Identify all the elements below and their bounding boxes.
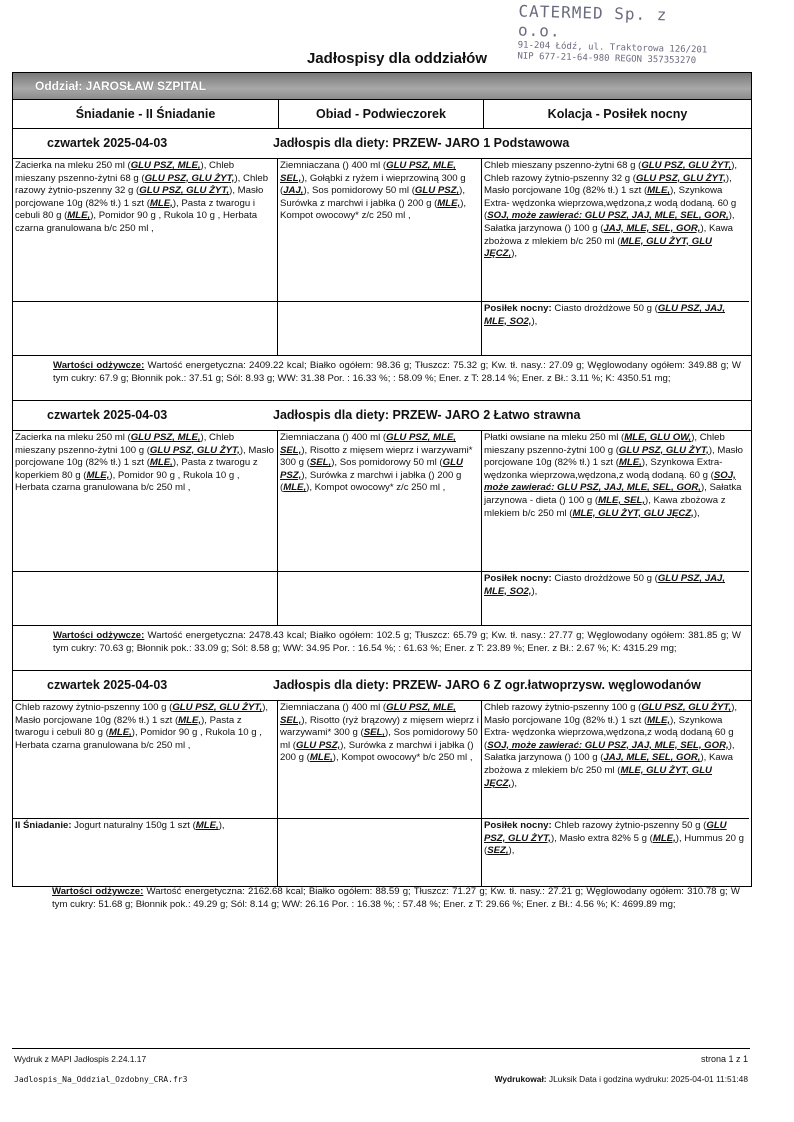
nutrition-summary — [12, 882, 750, 915]
allergen-code: GLU PSZ, GLU ŻYT, — [635, 172, 726, 184]
meal-text: ), Kompot owocowy* z/c 250 ml , — [280, 197, 467, 222]
meal-text: ), — [531, 585, 538, 597]
diet-section — [13, 670, 751, 886]
meal-grid — [13, 700, 751, 886]
meal-text: ), Pomidor 90 g , Rukola 10 g , Herbata czarna granulowana b/c 250 ml , — [15, 210, 258, 234]
meal-text: ), Pasta z twarogu i cebuli 80 g ( — [15, 197, 255, 222]
column-headers — [13, 99, 751, 129]
stamp-line-3: NIP 677-21-64-980 REGON 357353270 — [517, 51, 697, 67]
allergen-code: MLE, — [437, 197, 461, 209]
nutrition-values: Wartość energetyczna: 2162.68 kcal; Białko ogółem: 88.59 g; Tłuszcz: 71.27 g; Kw. tł. nasy.: 27.21 g; Węglowodany ogółem: 310.78 g; W tym cukry: 51.68 g; Błonnik pok.: 49.29 g; Sól: 8.14 g; WW: 26.16 Por. : 16.38 %; : 57.48 %; Ener. z T: 29.66 %; Ener. z Bł.: 4.56 %; K: 4699.89 mg; — [52, 886, 740, 910]
meal-label: Posiłek nocny: — [484, 303, 552, 314]
meal-text: Chleb razowy żytnio-pszenny 50 g ( — [551, 820, 707, 831]
nutrition-summary — [13, 356, 751, 400]
allergen-code: GLU PSZ, GLU ŻYT, — [144, 172, 235, 184]
meal-text: ), Masło porcjowane 10g (82% tł.) 1 szt ( — [15, 185, 264, 209]
meal-text: ), Kompot owocowy* z/c 250 ml , — [306, 482, 446, 494]
diet-section-header — [13, 401, 751, 430]
meal-text: ), Kompot owocowy* b/c 250 ml , — [332, 752, 473, 764]
lunch-cell — [278, 701, 482, 818]
afternoon-snack-cell — [278, 301, 482, 355]
diet-name: Jadłospis dla diety: PRZEW- JARO 6 Z ogr.łatwoprzysw. węglowodanów — [273, 678, 701, 692]
allergen-code: GLU PSZ, — [295, 739, 341, 751]
column-header-supper: Kolacja - Posiłek nocny — [547, 107, 688, 121]
allergen-code: MLE, — [108, 727, 132, 739]
footer-page-number: strona 1 z 1 — [700, 1054, 748, 1064]
footer-printout: Wydruk z MAPI Jadłospis 2.24.1.17 — [14, 1054, 147, 1064]
allergen-code: SEL, — [309, 457, 332, 469]
allergen-code: MLE, — [149, 457, 173, 469]
allergen-code: MLE, — [309, 752, 333, 764]
column-header-breakfast: Śniadanie - II Śniadanie — [13, 100, 279, 128]
allergen-code: GLU PSZ, GLU ŻYT, — [172, 702, 263, 713]
allergen-code: MLE, — [647, 185, 671, 197]
allergen-code: SEL, — [363, 727, 386, 739]
allergen-code: GLU PSZ, JAJ, MLE, SO2, — [484, 303, 726, 327]
column-header-lunch: Obiad - Podwieczorek — [279, 100, 484, 128]
meal-text: ), — [693, 507, 700, 519]
meal-text: ), — [218, 820, 225, 831]
allergen-code: GLU PSZ, GLU ŻYT, — [139, 185, 230, 197]
meal-text: ), — [511, 777, 518, 789]
meal-text: ), Kawa zbożowa z mlekiem b/c 250 ml ( — [484, 752, 734, 776]
diet-section — [13, 400, 751, 626]
meal-label: Posiłek nocny: — [484, 573, 552, 584]
allergen-code: MLE, — [652, 832, 676, 844]
allergen-code: GLU PSZ, GLU ŻYT, — [641, 702, 732, 713]
breakfast-cell — [13, 159, 278, 301]
breakfast-cell — [13, 701, 278, 818]
supper-cell — [482, 431, 749, 571]
meal-text: ), Sałatka jarzynowa () 100 g ( — [484, 739, 735, 764]
meal-text: ), Pasta z twarogu i cebuli 80 g ( — [15, 714, 242, 739]
meal-text: ), Masło porcjowane 10g (82% tł.) 1 szt ( — [15, 444, 274, 469]
allergen-code: MLE, GLU ŻYT, GLU JĘCZ, — [484, 235, 712, 260]
allergen-code: MLE, — [647, 714, 671, 726]
nutrition-summary — [13, 626, 751, 670]
footer-divider — [12, 1048, 750, 1049]
allergen-code: MLE, GLU OW, — [624, 432, 692, 443]
menu-date: czwartek 2025-04-03 — [47, 136, 168, 150]
night-meal-cell — [482, 301, 749, 355]
diet-section — [13, 129, 751, 356]
meal-text: ), Surówka z marchwi i jabłka () 200 g ( — [280, 185, 466, 209]
meal-text: ), — [511, 248, 518, 260]
meal-text: ), Surówka z marchwi i jabłka () 200 g ( — [280, 469, 462, 494]
meal-text: Jogurt naturalny 150g 1 szt ( — [71, 820, 196, 831]
department-bar: Oddział: JAROSŁAW SZPITAL — [13, 73, 751, 99]
footer-printed-by-label: Wydrukował: — [494, 1074, 547, 1084]
allergen-code: SOJ, może zawierać: GLU PSZ, JAJ, MLE, SEL, GOR, — [487, 210, 729, 222]
menu-date: czwartek 2025-04-03 — [47, 408, 168, 422]
stamp-line-1: CATERMED Sp. z o.o. — [517, 1, 668, 41]
allergen-code: GLU PSZ, GLU ŻYT, — [149, 444, 240, 456]
allergen-code: MLE, — [283, 482, 307, 494]
meal-text: Chleb razowy żytnio-pszenny 100 g ( — [15, 702, 173, 713]
afternoon-snack-cell — [278, 571, 482, 625]
footer-printed-by-value: JLuksik Data i godzina wydruku: 2025-04-01 11:51:48 — [546, 1074, 748, 1084]
meal-grid — [13, 430, 751, 625]
allergen-code: GLU PSZ, — [414, 185, 460, 197]
nutrition-values: Wartość energetyczna: 2478.43 kcal; Białko ogółem: 102.5 g; Tłuszcz: 65.79 g; Kw. tł. nasy.: 27.77 g; Węglowodany ogółem: 381.85 g; W tym cukry: 70.63 g; Błonnik pok.: 33.09 g; Sól: 8.58 g; WW: 34.95 Por. : 16.54 %; : 61.63 %; Ener. z T: 23.89 %; Ener. z Bł.: 2.67 %; K: 4315.29 mg; — [53, 630, 741, 654]
allergen-code: GLU PSZ, MLE, — [130, 160, 201, 171]
allergen-code: GLU PSZ, MLE, — [130, 432, 201, 443]
nutrition-label: Wartości odżywcze: — [53, 630, 145, 641]
meal-label: II Śniadanie: — [15, 820, 72, 831]
night-meal-cell — [482, 818, 749, 886]
allergen-code: GLU PSZ, MLE, SEL, — [280, 702, 456, 726]
menu-date: czwartek 2025-04-03 — [47, 678, 168, 692]
meal-text: ), Pomidor 90 g , Rukola 10 g , Herbata czarna granulowana b/c 250 ml , — [15, 469, 240, 494]
allergen-code: JAJ, MLE, SEL, GOR, — [603, 752, 701, 764]
allergen-code: GLU PSZ, MLE, SEL, — [280, 432, 456, 456]
meal-text: ), Masło porcjowane 10g (82% tł.) 1 szt ( — [484, 702, 738, 726]
allergen-code: MLE, — [195, 820, 219, 831]
nutrition-label: Wartości odżywcze: — [52, 886, 144, 897]
allergen-code: MLE, — [178, 714, 202, 726]
allergen-code: GLU PSZ, GLU ŻYT, — [484, 820, 727, 844]
allergen-code: GLU PSZ, JAJ, MLE, SO2, — [484, 573, 726, 597]
diet-name: Jadłospis dla diety: PRZEW- JARO 2 Łatwo strawna — [273, 408, 581, 422]
second-breakfast-cell — [13, 301, 278, 355]
meal-text: ), Sałatka jarzynowa - dieta () 100 g ( — [484, 482, 742, 506]
meal-text: ), Chleb mieszany pszenno-żytni 100 g ( — [15, 432, 235, 456]
supper-cell — [482, 701, 749, 818]
footer-filename: Jadlospis_Na_Oddzial_Ozdobny_CRA.fr3 — [14, 1075, 188, 1084]
meal-text: ), Chleb razowy żytnio-pszenny 32 g ( — [484, 160, 738, 184]
meal-text: ), Risotto z mięsem wieprz i warzywami* 300 g ( — [280, 444, 473, 469]
meal-text: ), — [531, 315, 538, 327]
allergen-code: JAJ, — [283, 185, 304, 197]
allergen-code: MLE, — [618, 457, 642, 469]
meal-text: ), Szynkowa Extra- wędzonka wieprzowa,wędzona,z wodą dodaną. 60 g ( — [484, 185, 737, 222]
second-breakfast-cell — [13, 571, 278, 625]
meal-text: Płatki owsiane na mleku 250 ml ( — [484, 432, 625, 443]
meal-text: ), Sos pomidorowy 50 ml ( — [303, 185, 415, 197]
nutrition-label: Wartości odżywcze: — [53, 360, 145, 371]
meal-text: ), Masło extra 82% 5 g ( — [550, 832, 653, 844]
night-meal-cell — [482, 571, 749, 625]
page-title: Jadłospisy dla oddziałów — [306, 50, 488, 67]
allergen-code: MLE, — [86, 469, 110, 481]
lunch-cell — [278, 431, 482, 571]
meal-text: Ziemniaczana () 400 ml ( — [280, 160, 387, 171]
meal-text: ), Kawa zbożowa z mlekiem b/c 250 ml ( — [484, 222, 734, 247]
diet-section-header — [13, 129, 751, 158]
meal-text: ), Pomidor 90 g , Rukola 10 g , Herbata czarna granulowana b/c 250 ml , — [15, 727, 262, 751]
meal-text: ), Sałatka jarzynowa () 100 g ( — [484, 210, 735, 234]
meal-text: ), Szynkowa Extra- wędzonka wieprzowa,wędzona,z wodą dodaną. 60 g ( — [484, 457, 723, 481]
allergen-code: GLU PSZ, GLU ŻYT, — [618, 444, 709, 456]
footer-printed-by — [495, 1074, 748, 1084]
meal-text: Ziemniaczana () 400 ml ( — [280, 702, 387, 713]
allergen-code: GLU PSZ, MLE, SEL, — [280, 160, 456, 184]
meal-label: Posiłek nocny: — [484, 820, 552, 831]
allergen-code: SEZ, — [487, 845, 509, 857]
breakfast-cell — [13, 431, 278, 571]
meal-text: ), Chleb mieszany pszenno-żytni 100 g ( — [484, 432, 725, 456]
meal-text: ), Risotto (ryż brązowy) z mięsem wieprz i warzywami* 300 g ( — [280, 714, 479, 739]
diet-section-header — [13, 671, 751, 700]
meal-text: ), — [508, 845, 515, 857]
allergen-code: SOJ, może zawierać: GLU PSZ, JAJ, MLE, SEL, GOR, — [484, 469, 736, 494]
diet-name: Jadłospis dla diety: PRZEW- JARO 1 Podstawowa — [273, 136, 570, 150]
meal-text: ), Chleb razowy żytnio-pszenny 32 g ( — [15, 172, 269, 197]
allergen-code: MLE, — [149, 197, 173, 209]
allergen-code: MLE, GLU ŻYT, GLU JĘCZ, — [484, 764, 712, 789]
meal-text: ), Sos pomidorowy 50 ml ( — [280, 727, 478, 751]
meal-text: ), Surówka z marchwi i jabłka () 200 g ( — [280, 739, 474, 764]
supper-cell — [482, 159, 749, 301]
meal-text: ), Masło porcjowane 10g (82% tł.) 1 szt ( — [484, 444, 743, 469]
meal-text: ), Hummus 20 g ( — [484, 832, 744, 857]
meal-text: ), Kawa zbożowa z mlekiem b/c 250 ml ( — [484, 494, 726, 519]
allergen-code: MLE, — [67, 210, 91, 222]
meal-text: ), Pasta z twarogu z koperkiem 80 g ( — [15, 457, 258, 481]
second-breakfast-cell — [13, 818, 278, 886]
meal-text: ), Szynkowa Extra- wędzonka wieprzowa,wędzona,z wodą dodaną 60 g ( — [484, 714, 734, 751]
stamp-line-2: 91-204 Łódź, ul. Traktorowa 126/201 — [517, 40, 708, 56]
meal-text: Ciasto drożdżowe 50 g ( — [551, 303, 658, 314]
meal-text: Ziemniaczana () 400 ml ( — [280, 432, 387, 443]
allergen-code: JAJ, MLE, SEL, GOR, — [603, 222, 701, 234]
meal-text: Zacierka na mleku 250 ml ( — [15, 432, 131, 443]
allergen-code: GLU PSZ, GLU ŻYT, — [641, 160, 732, 171]
allergen-code: SOJ, może zawierać: GLU PSZ, JAJ, MLE, SEL, GOR, — [487, 739, 729, 751]
meal-text: Zacierka na mleku 250 ml ( — [15, 160, 131, 171]
allergen-code: MLE, SEL, — [598, 494, 646, 506]
allergen-code: MLE, GLU ŻYT, GLU JĘCZ, — [572, 507, 694, 519]
lunch-cell — [278, 159, 482, 301]
meal-text: Ciasto drożdżowe 50 g ( — [551, 573, 658, 584]
meal-text: ), Gołąbki z ryżem i wieprzowiną 300 g ( — [280, 172, 466, 197]
meal-grid — [13, 158, 751, 355]
meal-text: Chleb razowy żytnio-pszenny 100 g ( — [484, 702, 642, 713]
allergen-code: GLU PSZ, — [280, 457, 463, 481]
menu-table — [12, 72, 752, 887]
afternoon-snack-cell — [278, 818, 482, 886]
meal-text: ), Masło porcjowane 10g (82% tł.) 1 szt ( — [15, 702, 269, 726]
meal-text: ), Chleb mieszany pszenno-żytni 68 g ( — [15, 160, 235, 184]
meal-text: Chleb mieszany pszenno-żytni 68 g ( — [484, 160, 642, 171]
meal-text: ), Masło porcjowane 10g (82% tł.) 1 szt ( — [484, 172, 732, 197]
meal-text: ), Sos pomidorowy 50 ml ( — [331, 457, 443, 469]
nutrition-values: Wartość energetyczna: 2409.22 kcal; Białko ogółem: 98.36 g; Tłuszcz: 75.32 g; Kw. tł. nasy.: 27.09 g; Węglowodany ogółem: 349.88 g; W tym cukry: 67.9 g; Błonnik pok.: 37.51 g; Sól: 8.93 g; WW: 31.38 Por. : 16.33 %; : 58.09 %; Ener. z T: 28.14 %; Ener. z Bł.: 3.11 %; K: 4350.51 mg; — [53, 360, 741, 384]
